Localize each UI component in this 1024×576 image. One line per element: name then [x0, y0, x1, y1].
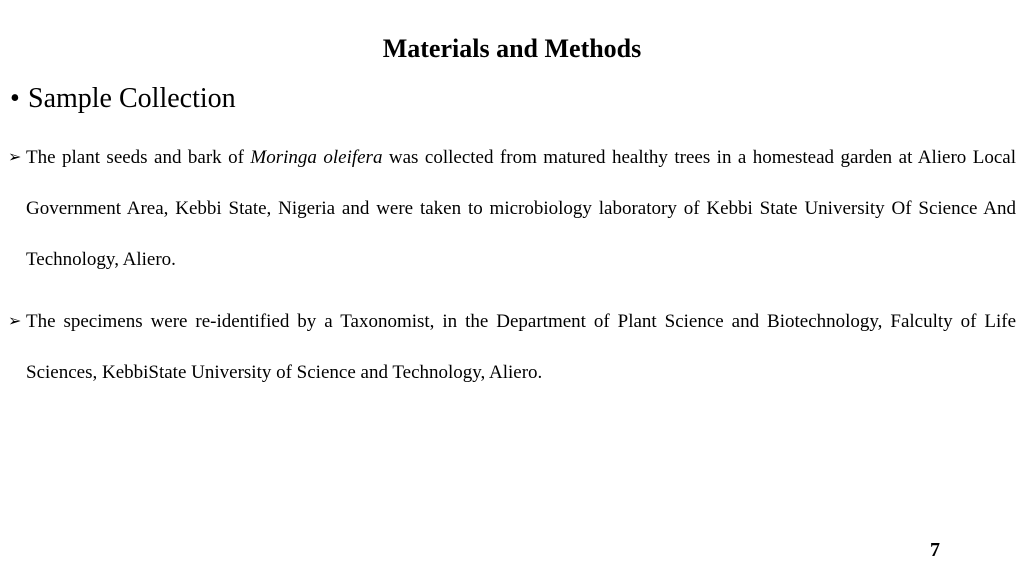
- section-label: Sample Collection: [28, 83, 236, 114]
- paragraph-identification: [8, 296, 1016, 398]
- text-segment: The plant seeds and bark of: [26, 147, 251, 168]
- species-name: Moringa oleifera: [250, 147, 383, 168]
- paragraph-text: [26, 132, 1016, 285]
- paragraph-sample-source: [8, 132, 1016, 285]
- bullet-icon: •: [10, 83, 20, 114]
- text-segment: was collected from matured healthy trees in a homestead garden at Aliero Local Government Area, Kebbi State, Nigeria and were taken to microbiology laboratory of Kebbi State University Of Science And Technology, Aliero.: [26, 147, 1016, 270]
- arrow-bullet-icon: ➢: [8, 313, 22, 330]
- paragraph-text: The specimens were re-identified by a Taxonomist, in the Department of Plant Science and Biotechnology, Falculty of Life Sciences, KebbiState University of Science and Technology, Aliero.: [26, 311, 1016, 383]
- section-heading: [10, 81, 236, 117]
- page-number: 7: [930, 539, 940, 561]
- slide-title: Materials and Methods: [382, 34, 642, 63]
- arrow-bullet-icon: ➢: [8, 149, 22, 166]
